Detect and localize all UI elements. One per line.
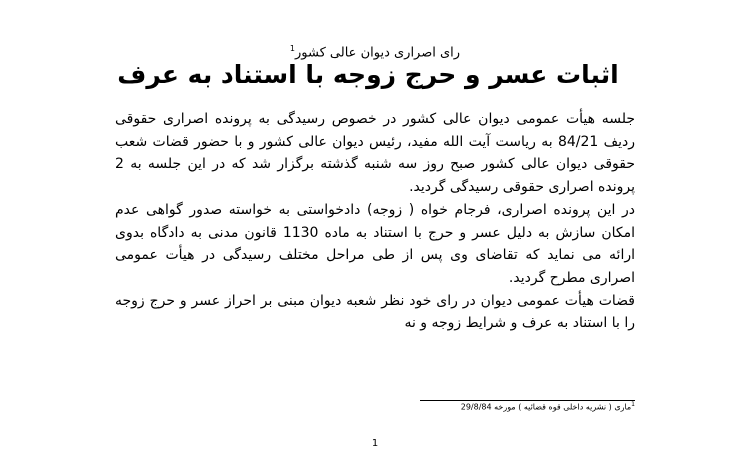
document-title: اثبات عسر و حرج زوجه با استناد به عرف: [117, 60, 619, 89]
body-paragraph-2: در این پرونده اصراری، فرجام خواه ( زوجه) دادخواستی به خواسته صدور گواهی عدم امکان سازش به دلیل عسر و حرج با استناد به ماده 1130 قانون مدنی به دادگاه بدوی ارائه می نماید که تقاضای وی پس از طی مراحل مختلف رسیدگی در هیأت عمومی اصراری مطرح گردید.: [115, 201, 635, 286]
footnote: [300, 401, 635, 412]
footnote-marker: 1: [631, 401, 635, 408]
footnote-text: ماری ( نشریه داخلی قوه قضائیه ) مورخه 29/8/84: [460, 402, 632, 412]
document-kicker: [0, 44, 750, 60]
kicker-footnote-marker: 1: [289, 44, 296, 53]
body-paragraph-1: جلسه هیأت عمومی دیوان عالی کشور در خصوص رسیدگی به پرونده اصراری حقوقی ردیف 84/21 به ریاست آیت الله مفید، رئیس دیوان عالی کشور و با حضور قضات شعب حقوقی دیوان عالی کشور صبح روز سه شنبه گذشته برگزار شد که در این جلسه به 2 پرونده اصراری حقوقی رسیدگی گردید.: [115, 111, 635, 196]
body-paragraph-3: قضات هیأت عمومی دیوان در رای خود نظر شعبه دیوان مبنی بر احراز عسر و حرج زوجه را با استناد به عرف و شرایط زوجه و نه: [115, 292, 635, 332]
kicker-text: رای اصراری دیوان عالی کشور: [295, 45, 461, 61]
document-body: [115, 108, 635, 335]
page-number: 1: [371, 438, 379, 449]
